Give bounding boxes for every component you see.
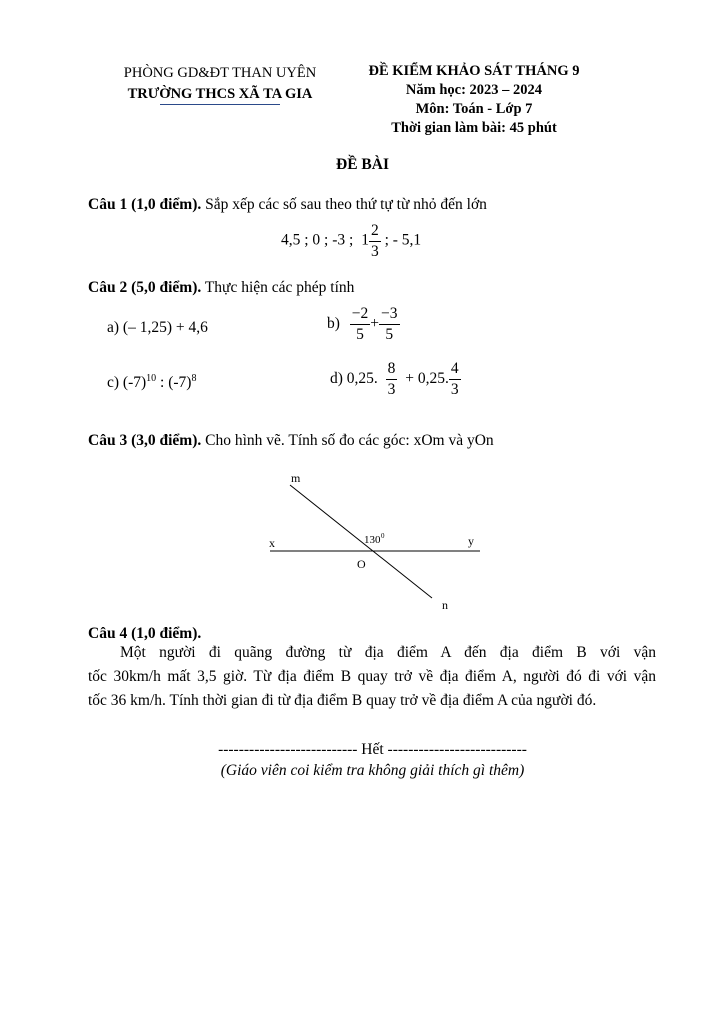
question-1-label: Câu 1 (1,0 điểm). (88, 196, 202, 213)
problem-2b-label: b) (327, 315, 340, 332)
angle-value: 130 (364, 534, 381, 546)
fraction-denominator: 3 (450, 380, 459, 398)
problem-2c-divisor: : (-7) (156, 374, 192, 391)
number-list-a: 4,5 ; 0 ; -3 ; (281, 231, 354, 249)
question-4-line-2: tốc 30km/h mất 3,5 giờ. Từ địa điểm B quay trở về địa điểm A, người đó đi với vận (88, 668, 656, 685)
problem-2d-middle: + 0,25. (405, 370, 449, 387)
question-4-body (88, 641, 656, 713)
question-3-label: Câu 3 (3,0 điểm). (88, 432, 202, 449)
section-title: ĐỀ BÀI (336, 156, 389, 173)
fraction-denominator: 3 (387, 380, 396, 398)
fraction-numerator: 2 (370, 222, 379, 239)
label-y: y (468, 534, 474, 548)
end-marker: --------------------------- Hết --------------------------- (218, 741, 527, 758)
fraction-denominator: 5 (379, 324, 400, 343)
problem-2c-base: c) (-7) (107, 374, 147, 391)
school-name: TRƯỜNG THCS XÃ TA GIA (127, 86, 313, 102)
exponent: 10 (146, 372, 157, 384)
exam-title: ĐỀ KIỂM KHẢO SÁT THÁNG 9 (368, 63, 580, 79)
footer-note: (Giáo viên coi kiểm tra không giải thích gì thêm) (220, 762, 525, 779)
mixed-whole: 1 (361, 231, 369, 249)
fraction-denominator: 5 (350, 324, 371, 343)
question-2-text: Thực hiện các phép tính (201, 279, 355, 296)
label-n: n (442, 598, 448, 612)
fraction-denominator: 3 (370, 242, 379, 260)
subject: Môn: Toán - Lớp 7 (415, 101, 533, 117)
number-list-b: ; - 5,1 (384, 231, 422, 249)
question-2-label: Câu 2 (5,0 điểm). (88, 279, 202, 296)
problem-2a: a) (– 1,25) + 4,6 (107, 319, 208, 336)
question-3-text: Cho hình vẽ. Tính số đo các góc: xOm và yOn (201, 432, 494, 449)
label-m: m (291, 471, 301, 485)
question-1-text: Sắp xếp các số sau theo thứ tự từ nhỏ đến lớn (201, 196, 487, 213)
department-name: PHÒNG GD&ĐT THAN UYÊN (123, 65, 317, 81)
question-4-label: Câu 4 (1,0 điểm). (88, 625, 202, 642)
plus-operator: + (370, 315, 380, 332)
label-x: x (269, 536, 275, 550)
line-mn (290, 485, 432, 598)
problem-2d-start: d) 0,25. (330, 370, 378, 387)
school-year: Năm học: 2023 – 2024 (405, 82, 543, 98)
question-4-line-3: tốc 36 km/h. Tính thời gian đi từ địa điểm B quay trở về địa điểm A của người đó. (88, 692, 597, 709)
label-o: O (357, 557, 366, 571)
duration: Thời gian làm bài: 45 phút (391, 120, 557, 136)
fraction-numerator: −2 (351, 305, 369, 322)
question-4-line-1: Một người đi quãng đường từ địa điểm A đến địa điểm B với vận (120, 644, 656, 661)
fraction-numerator: −3 (381, 305, 398, 322)
fraction-numerator: 8 (387, 360, 396, 377)
degree-sign: 0 (381, 532, 385, 540)
exponent: 8 (191, 372, 197, 384)
fraction-numerator: 4 (450, 360, 459, 377)
